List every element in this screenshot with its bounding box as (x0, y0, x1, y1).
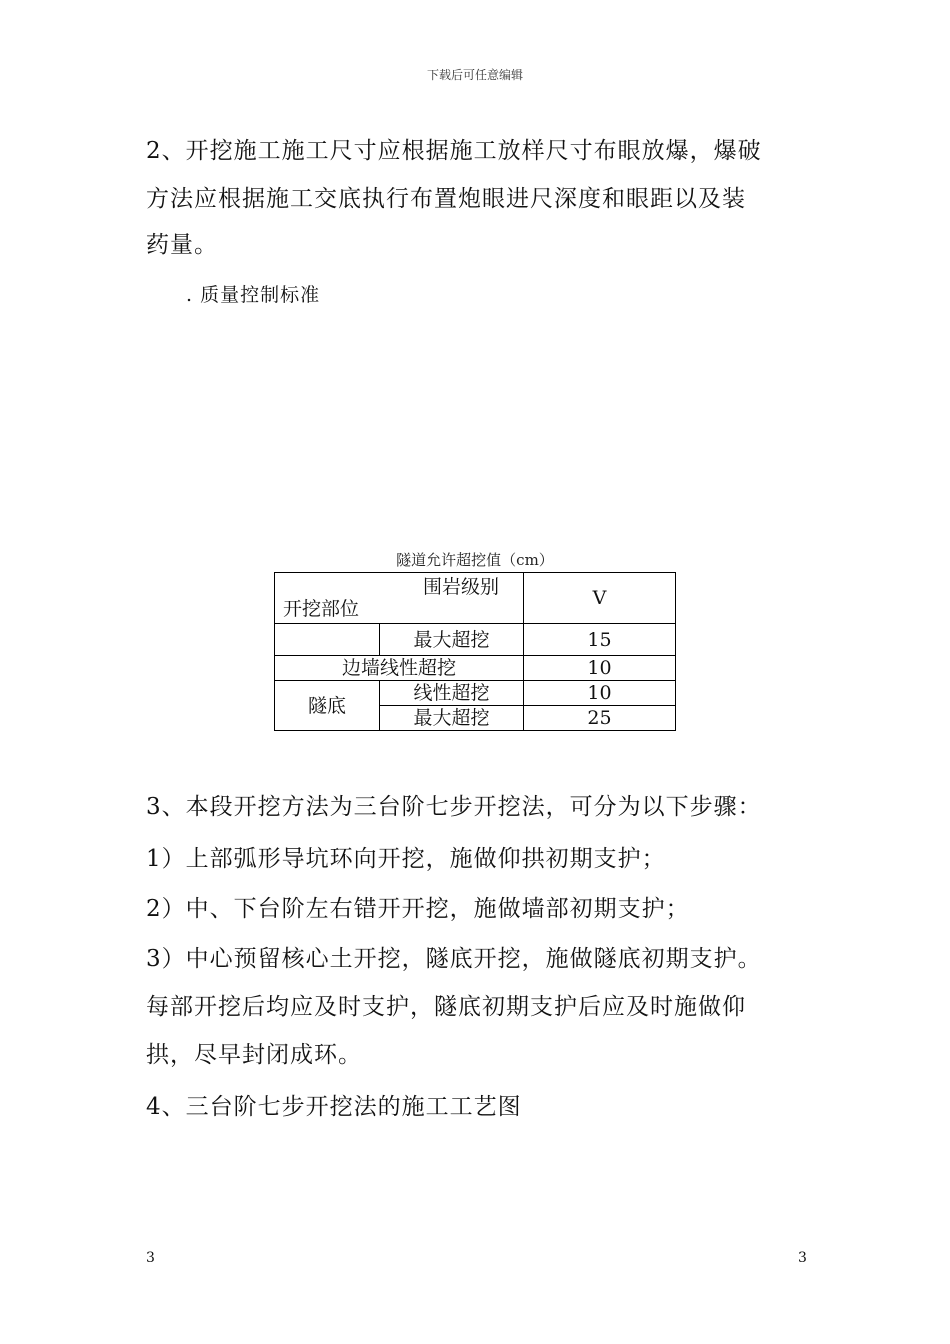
paragraph-3: 3、本段开挖方法为三台阶七步开挖法，可分为以下步骤： (146, 794, 762, 820)
page-number-right: 3 (798, 1250, 807, 1266)
section-subheading: . 质量控制标准 (186, 284, 321, 306)
step-1: 1）上部弧形导坑环向开挖，施做仰拱初期支护； (146, 846, 666, 872)
row3-value: 10 (524, 681, 676, 706)
header-rock-grade-label: 围岩级别 (422, 576, 499, 598)
paragraph-4-line-1: 每部开挖后均应及时支护，隧底初期支护后应及时施做仰 (146, 994, 746, 1020)
page-header-note: 下载后可任意编辑 (426, 68, 523, 82)
overbreak-table (274, 572, 676, 731)
paragraph-2-line-2: 方法应根据施工交底执行布置炮眼进尺深度和眼距以及装 (146, 186, 746, 212)
row1-col2: 最大超挖 (380, 624, 524, 656)
row3-group-tunnel-bottom: 隧底 (275, 681, 380, 731)
row2-value: 10 (524, 656, 676, 681)
step-3: 3）中心预留核心土开挖，隧底开挖，施做隧底初期支护。 (146, 946, 762, 972)
row1-value: 15 (524, 624, 676, 656)
table-row (275, 681, 676, 706)
row4-col2: 最大超挖 (380, 706, 524, 731)
row3-col2: 线性超挖 (380, 681, 524, 706)
table-header-row (275, 573, 676, 624)
row1-col1 (275, 624, 380, 656)
header-excavation-part-label: 开挖部位 (283, 598, 360, 620)
paragraph-5: 4、三台阶七步开挖法的施工工艺图 (146, 1094, 522, 1120)
page-number-left: 3 (146, 1250, 155, 1266)
paragraph-2-line-1: 2、开挖施工施工尺寸应根据施工放样尺寸布眼放爆，爆破 (146, 138, 762, 164)
row2-merged: 边墙线性超挖 (275, 656, 524, 681)
header-grade-v: V (524, 573, 676, 624)
paragraph-2-line-3: 药量。 (146, 232, 218, 258)
row4-value: 25 (524, 706, 676, 731)
paragraph-4-line-2: 拱，尽早封闭成环。 (146, 1042, 362, 1068)
header-diagonal-cell (275, 573, 524, 624)
table-row (275, 656, 676, 681)
table-caption: 隧道允许超挖值（cm） (396, 551, 554, 569)
table-row (275, 624, 676, 656)
step-2: 2）中、下台阶左右错开开挖，施做墙部初期支护； (146, 896, 690, 922)
